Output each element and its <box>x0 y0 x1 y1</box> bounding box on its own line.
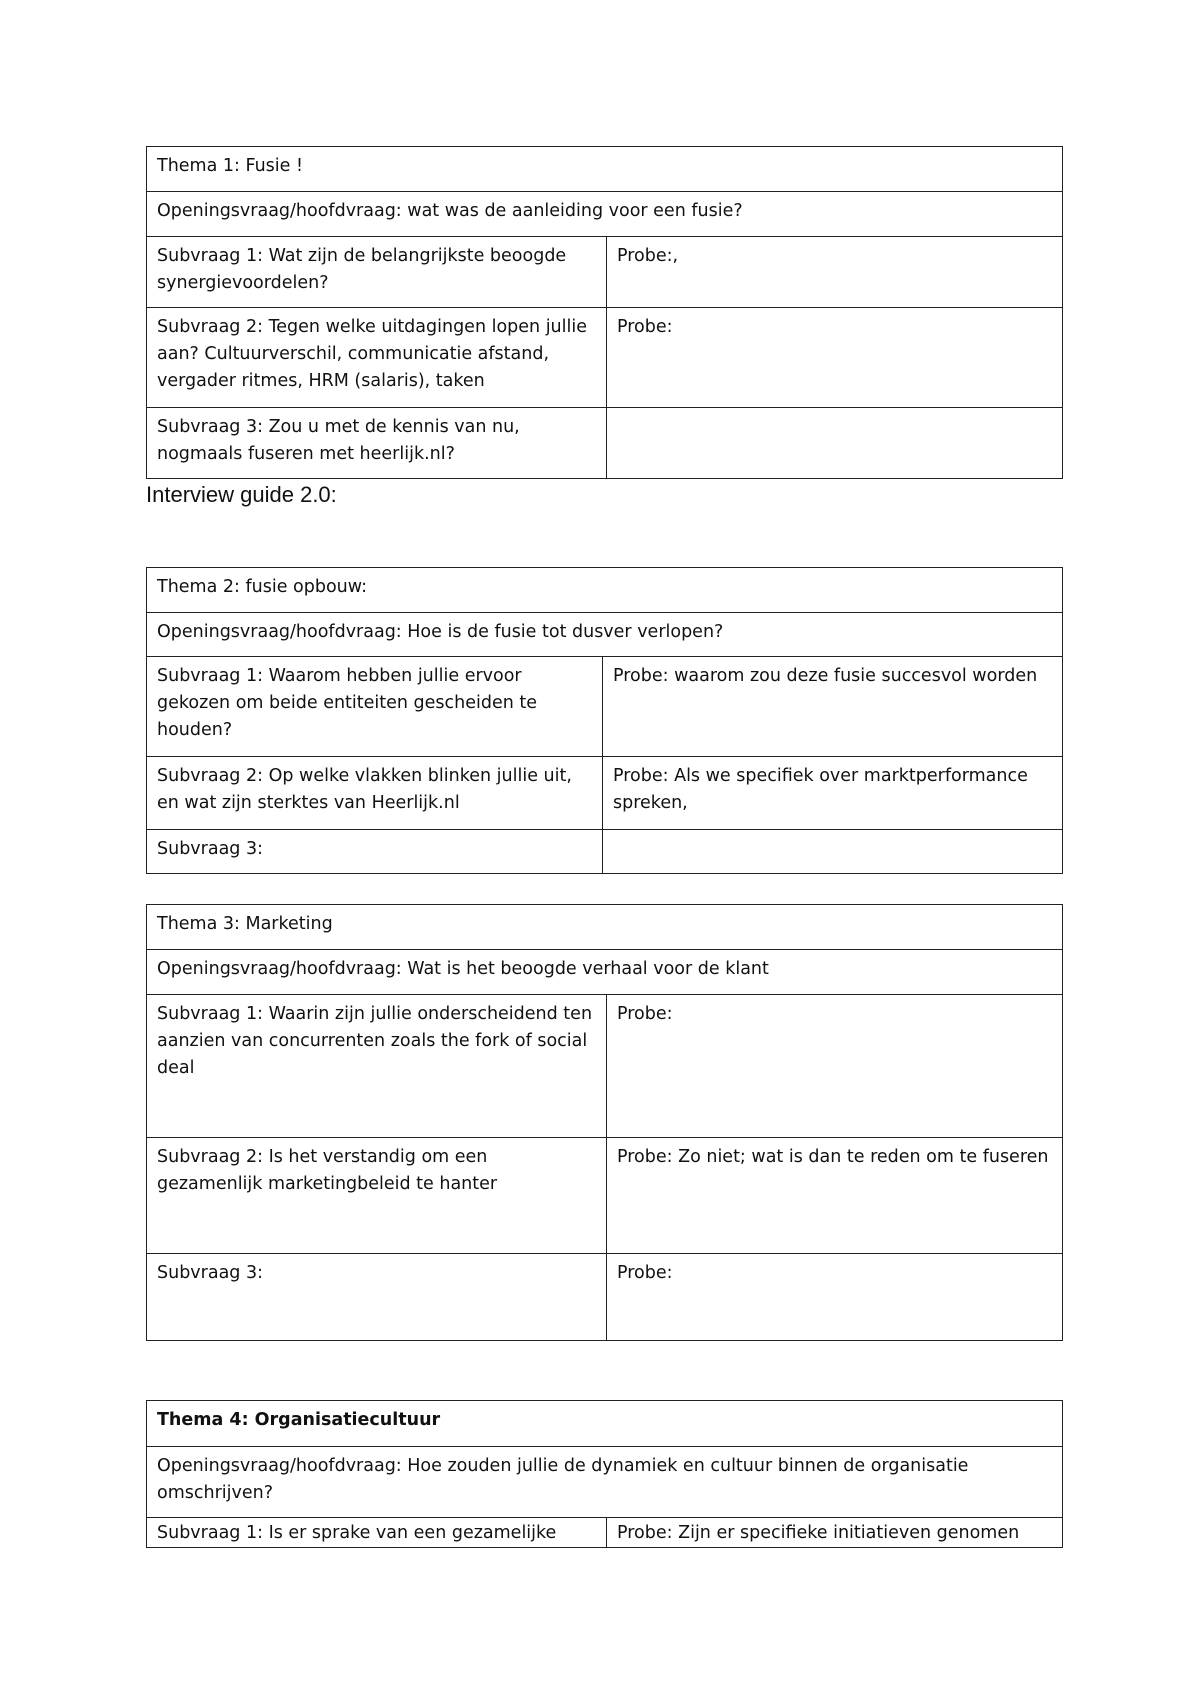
probe: Probe:, <box>607 237 1063 308</box>
subquestion: Subvraag 3: <box>147 830 603 874</box>
subquestion: Subvraag 1: Waarin zijn jullie onderscheidend ten aanzien van concurrenten zoals the fork of social deal <box>147 995 607 1138</box>
probe: Probe: <box>607 1254 1063 1341</box>
document-heading: Interview guide 2.0: <box>146 482 337 507</box>
subquestion: Subvraag 1: Is er sprake van een gezamelijke <box>147 1518 607 1548</box>
subquestion: Subvraag 3: Zou u met de kennis van nu, nogmaals fuseren met heerlijk.nl? <box>147 408 607 479</box>
theme-title: Thema 2: fusie opbouw: <box>147 568 1063 613</box>
probe: Probe: <box>607 995 1063 1138</box>
probe: Probe: waarom zou deze fusie succesvol worden <box>603 657 1063 757</box>
subquestion: Subvraag 2: Op welke vlakken blinken jullie uit, en wat zijn sterktes van Heerlijk.nl <box>147 757 603 830</box>
theme-title: Thema 1: Fusie ! <box>147 147 1063 192</box>
probe: Probe: Zo niet; wat is dan te reden om te fuseren <box>607 1138 1063 1254</box>
theme-title: Thema 3: Marketing <box>147 905 1063 950</box>
subquestion: Subvraag 3: <box>147 1254 607 1341</box>
subquestion: Subvraag 2: Is het verstandig om een gezamenlijk marketingbeleid te hanter <box>147 1138 607 1254</box>
subquestion: Subvraag 2: Tegen welke uitdagingen lopen jullie aan? Cultuurverschil, communicatie afstand, vergader ritmes, HRM (salaris), taken <box>147 308 607 408</box>
theme-title: Thema 4: Organisatiecultuur <box>147 1401 1063 1447</box>
opening-question: Openingsvraag/hoofdvraag: wat was de aanleiding voor een fusie? <box>147 192 1063 237</box>
theme-1-table <box>146 146 1063 479</box>
theme-3-table <box>146 904 1063 1341</box>
theme-4-table <box>146 1400 1063 1548</box>
opening-question: Openingsvraag/hoofdvraag: Hoe is de fusie tot dusver verlopen? <box>147 613 1063 657</box>
probe <box>607 408 1063 479</box>
subquestion: Subvraag 1: Wat zijn de belangrijkste beoogde synergievoordelen? <box>147 237 607 308</box>
probe: Probe: Als we specifiek over marktperformance spreken, <box>603 757 1063 830</box>
probe <box>603 830 1063 874</box>
opening-question: Openingsvraag/hoofdvraag: Hoe zouden jullie de dynamiek en cultuur binnen de organisatie omschrijven? <box>147 1447 1063 1518</box>
theme-2-table <box>146 567 1063 874</box>
probe: Probe: Zijn er specifieke initiatieven genomen <box>607 1518 1063 1548</box>
probe: Probe: <box>607 308 1063 408</box>
subquestion: Subvraag 1: Waarom hebben jullie ervoor gekozen om beide entiteiten gescheiden te houden? <box>147 657 603 757</box>
opening-question: Openingsvraag/hoofdvraag: Wat is het beoogde verhaal voor de klant <box>147 950 1063 995</box>
